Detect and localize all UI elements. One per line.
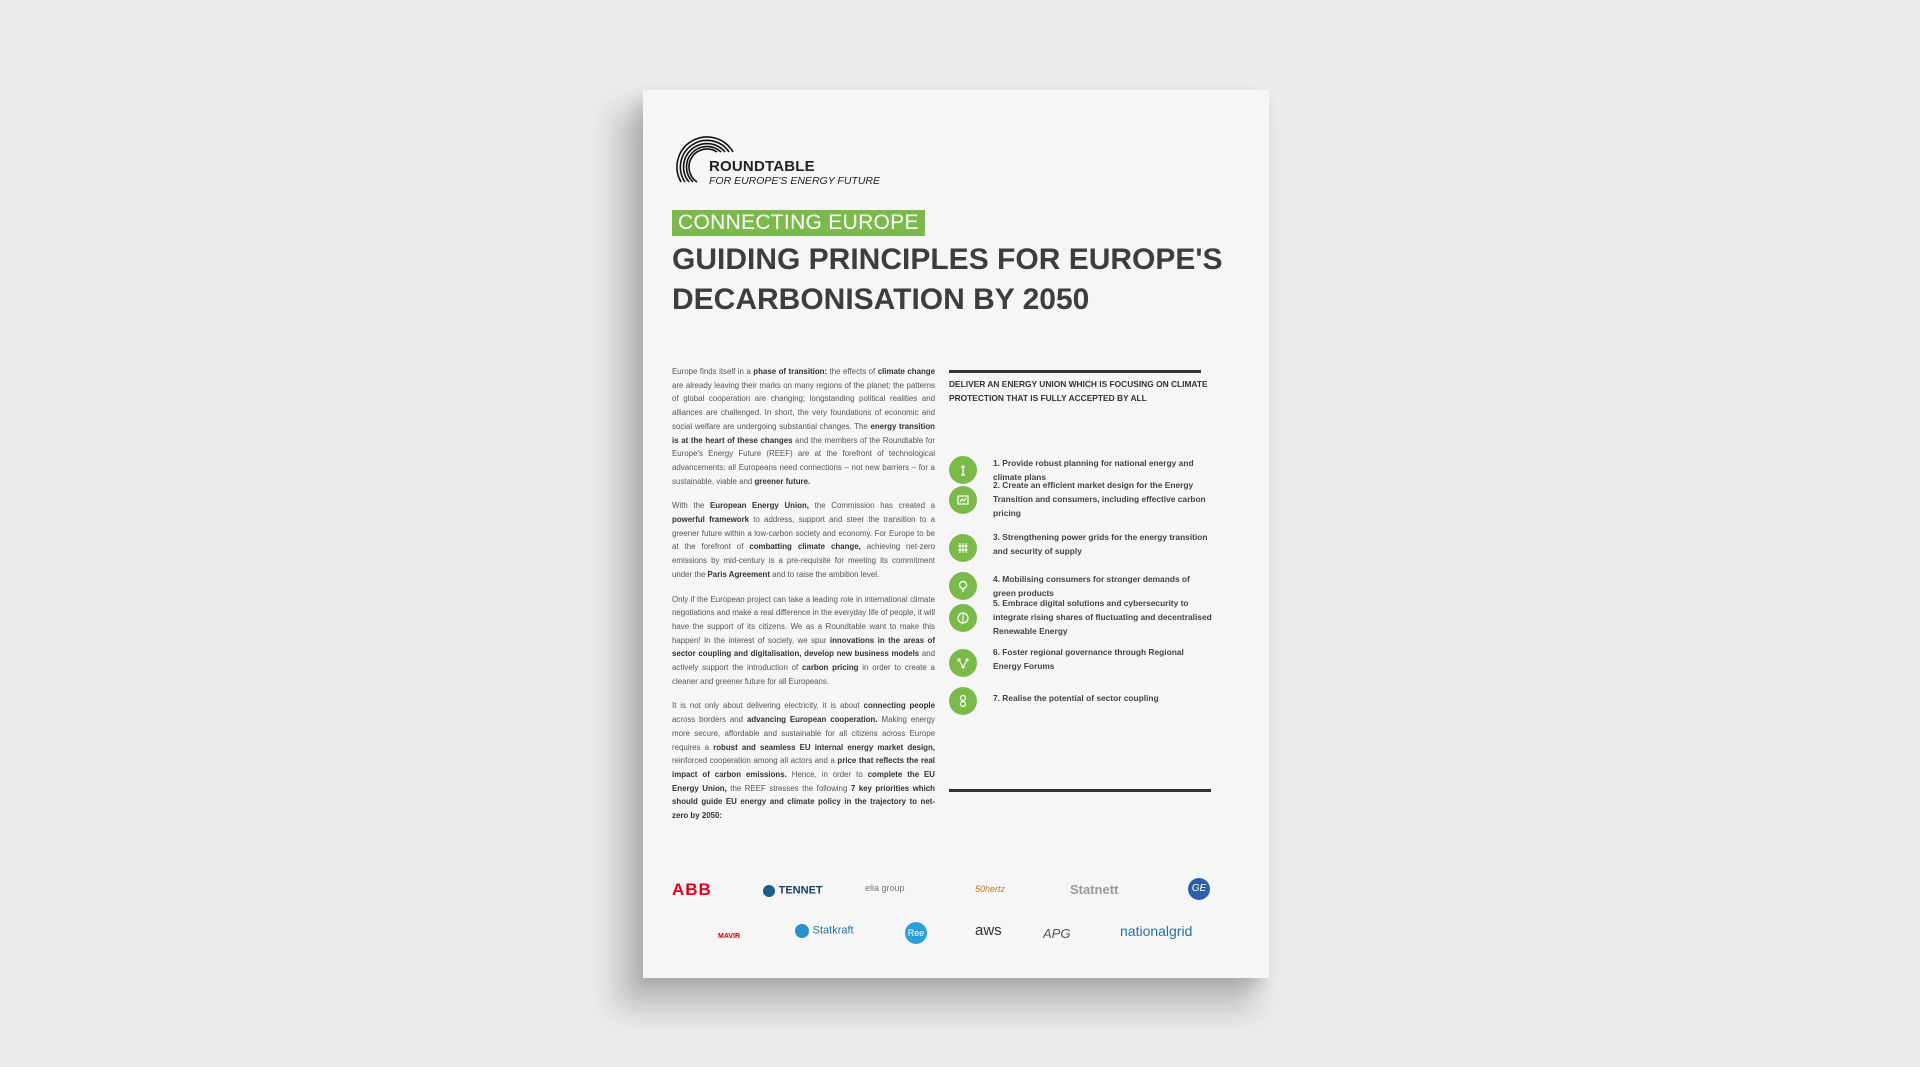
body-run: to address, support and steer the transition to a greener future within a low-carbon society and economy. For Europe to be at the forefront of bbox=[672, 515, 935, 552]
network-icon bbox=[949, 649, 977, 677]
body-emphasis: European Energy Union, bbox=[710, 501, 809, 511]
bulb-icon bbox=[949, 572, 977, 600]
abb-logo: ABB bbox=[672, 880, 712, 899]
body-emphasis: carbon pricing bbox=[802, 663, 859, 673]
ree-logo bbox=[905, 922, 927, 944]
body-run: the effects of bbox=[827, 367, 878, 376]
body-run: across borders and bbox=[672, 715, 747, 725]
nationalgrid-logo: nationalgrid bbox=[1120, 923, 1193, 939]
statkraft-icon bbox=[795, 924, 809, 938]
priority-item bbox=[949, 649, 1249, 679]
statkraft-logo-text: Statkraft bbox=[812, 924, 854, 937]
priority-text: 7. Realise the potential of sector coupling bbox=[993, 693, 1159, 703]
body-text bbox=[672, 365, 935, 834]
aws-logo: aws bbox=[975, 922, 1002, 939]
body-emphasis: greener future. bbox=[754, 476, 811, 486]
ge-logo-text: GE bbox=[1191, 883, 1207, 894]
priority-item bbox=[949, 687, 1249, 717]
mavir-logo: MAVIR bbox=[718, 933, 741, 940]
plan-icon bbox=[949, 456, 977, 484]
body-run: and to raise the ambition level. bbox=[769, 569, 880, 579]
priority-text: 1. Provide robust planning for national energy and climate plans bbox=[993, 458, 1194, 482]
body-run: Hence, in order to bbox=[786, 769, 868, 779]
title-line-1: GUIDING PRINCIPLES FOR EUROPE'S bbox=[672, 243, 1223, 276]
body-emphasis: 7 key priorities which should guide EU energy and climate policy in the trajectory to net-zero by 2050: bbox=[672, 783, 935, 821]
body-run: and actively support the introduction of bbox=[672, 649, 935, 673]
digital-icon bbox=[949, 604, 977, 632]
body-emphasis: powerful framework bbox=[672, 515, 750, 525]
market-icon bbox=[949, 486, 977, 514]
ge-logo bbox=[1188, 878, 1210, 900]
priority-text: 6. Foster regional governance through Regional Energy Forums bbox=[993, 647, 1184, 671]
tennet-logo bbox=[763, 882, 823, 897]
elia-logo: elia group bbox=[865, 883, 905, 893]
body-emphasis: Paris Agreement bbox=[707, 569, 770, 579]
body-run: are already leaving their marks on many regions of the planet; the patterns of global cooperation are changing; longstanding political realities and alliances are challenged. In short, the very foundations of economic and social welfare are undergoing substantial changes. The bbox=[672, 380, 935, 431]
body-emphasis: combatting climate change, bbox=[749, 542, 861, 552]
logo-subtitle: FOR EUROPE'S ENERGY FUTURE bbox=[709, 175, 880, 187]
body-emphasis: connecting people bbox=[863, 701, 935, 711]
title-line-2: DECARBONISATION BY 2050 bbox=[672, 283, 1090, 316]
body-emphasis: robust and seamless EU internal energy market design, bbox=[713, 742, 936, 752]
body-emphasis: price that reflects the real impact of carbon emissions. bbox=[672, 756, 935, 779]
grid-icon bbox=[949, 534, 977, 562]
statkraft-logo bbox=[795, 922, 854, 938]
body-run: and the members of the Roundtable for Europe's Energy Future (REEF) are at the forefront of technological advancements: all Europeans need connections – not new barriers – for a sustainable, viable and bbox=[672, 435, 935, 486]
page-title bbox=[672, 240, 1252, 320]
body-run: achieving net-zero emissions by mid-century is a pre-requisite for meeting its commitment under the bbox=[672, 542, 935, 579]
roundtable-logo bbox=[673, 122, 893, 190]
body-paragraph bbox=[672, 499, 935, 581]
body-run: Only if the European project can take a leading role in international climate negotiations and make a real difference in the everyday life of people, it will have the support of its citizens. We as a Roundtable want to make this happen! In the interest of society, we spur bbox=[672, 594, 935, 645]
body-emphasis: phase of transition: bbox=[753, 367, 828, 376]
priority-item bbox=[949, 480, 1249, 518]
body-emphasis: advancing European cooperation. bbox=[746, 715, 878, 725]
body-run: Making energy more secure, affordable and sustainable for all citizens across Europe requires a bbox=[672, 715, 935, 752]
statnett-logo: Statnett bbox=[1070, 882, 1119, 897]
coupling-icon bbox=[949, 687, 977, 715]
body-run: the REEF stresses the following bbox=[726, 783, 851, 793]
body-emphasis: innovations in the areas of sector coupling and digitalisation, develop new business models bbox=[672, 635, 936, 659]
body-run: the Commission has created a bbox=[809, 501, 935, 511]
body-emphasis: energy transition is at the heart of these changes bbox=[672, 421, 935, 445]
priority-text: 4. Mobilising consumers for stronger demands of green products bbox=[993, 574, 1190, 598]
priority-item bbox=[949, 598, 1249, 636]
body-paragraph bbox=[672, 593, 935, 689]
priority-text: 5. Embrace digital solutions and cybersecurity to integrate rising shares of fluctuating and decentralised Renewable Energy bbox=[993, 598, 1212, 636]
body-emphasis: climate change bbox=[877, 367, 936, 376]
body-run: Europe finds itself in a bbox=[672, 367, 754, 376]
section-rule-bottom bbox=[949, 789, 1211, 792]
tennet-icon bbox=[763, 885, 775, 897]
priority-text: 2. Create an efficient market design for the Energy Transition and consumers, including effective carbon pricing bbox=[993, 480, 1206, 518]
kicker-label: CONNECTING EUROPE bbox=[672, 210, 925, 236]
body-run: It is not only about delivering electricity, it is about bbox=[672, 701, 864, 711]
body-run: reinforced cooperation among all actors and a bbox=[672, 756, 838, 766]
apg-logo: APG bbox=[1043, 926, 1071, 941]
priority-text: 3. Strengthening power grids for the energy transition and security of supply bbox=[993, 532, 1208, 556]
ree-logo-text: Ree bbox=[907, 928, 925, 938]
body-run: in order to create a cleaner and greener future for all Europeans. bbox=[672, 663, 936, 686]
priorities-heading: DELIVER AN ENERGY UNION WHICH IS FOCUSING ON CLIMATE PROTECTION THAT IS FULLY ACCEPTED BY ALL bbox=[949, 379, 1208, 403]
logo-title: ROUNDTABLE bbox=[709, 158, 815, 175]
50hertz-logo: 50hertz bbox=[975, 884, 1006, 894]
tennet-logo-text: TENNET bbox=[778, 884, 823, 897]
priority-item bbox=[949, 534, 1249, 564]
body-paragraph bbox=[672, 699, 935, 822]
brochure-page bbox=[643, 90, 1269, 978]
body-run: With the bbox=[672, 501, 711, 511]
body-paragraph bbox=[672, 365, 935, 488]
section-rule-top bbox=[949, 370, 1201, 373]
body-emphasis: complete the EU Energy Union, bbox=[672, 769, 935, 793]
